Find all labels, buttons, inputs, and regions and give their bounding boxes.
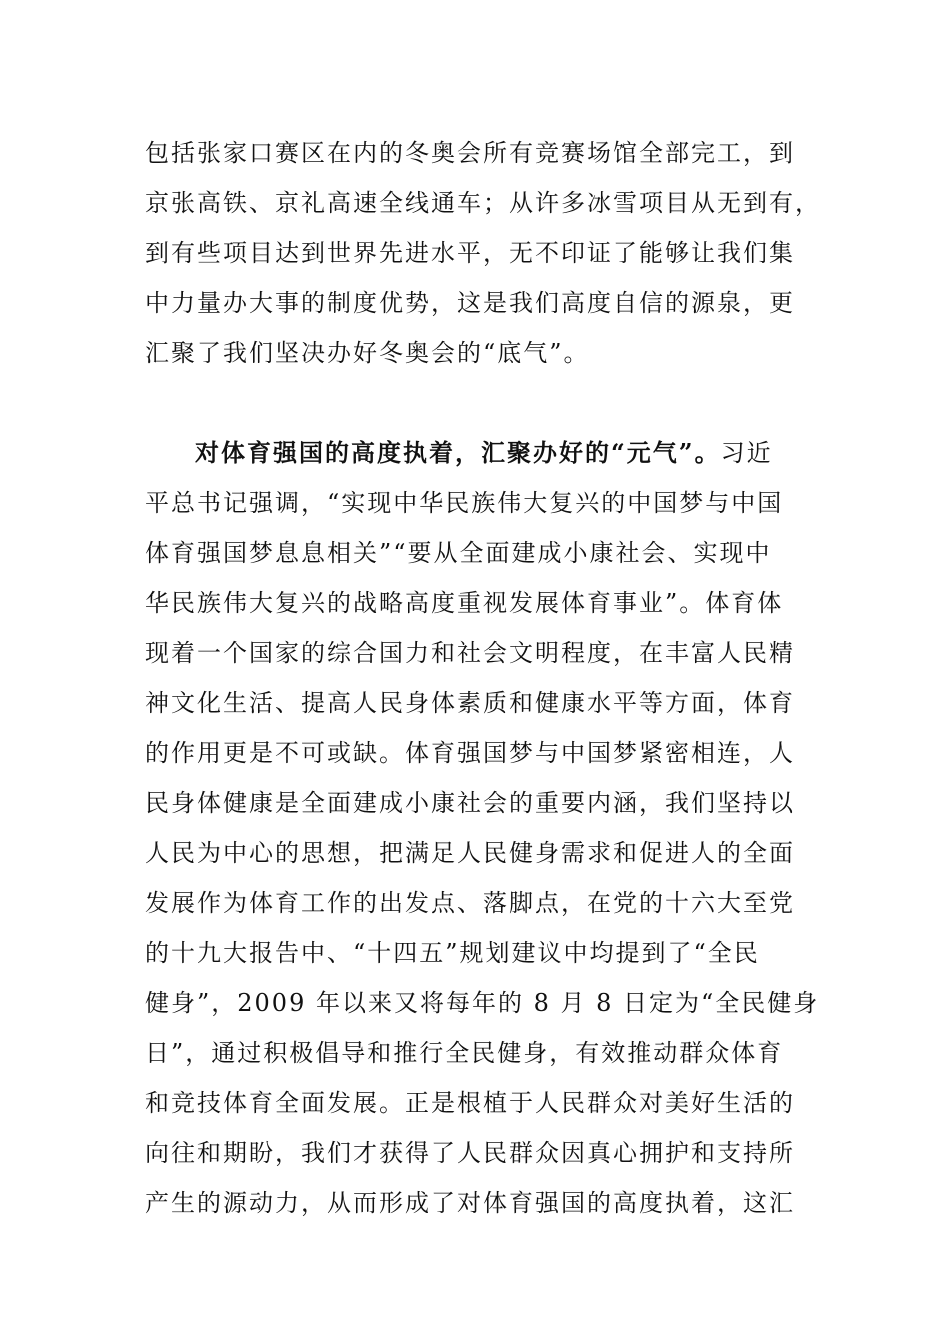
paragraph-2-line: 现着一个国家的综合国力和社会文明程度，在丰富人民精: [145, 639, 795, 667]
paragraph-2-line: 的作用更是不可或缺。体育强国梦与中国梦紧密相连，人: [145, 739, 795, 767]
paragraph-2-line: 日”，通过积极倡导和推行全民健身，有效推动群众体育: [145, 1039, 784, 1067]
paragraph-2-line: 健身”，2009 年以来又将每年的 8 月 8 日定为“全民健身: [145, 989, 820, 1017]
paragraph-2-line: 华民族伟大复兴的战略高度重视发展体育事业”。体育体: [145, 589, 784, 617]
paragraph-2-line: 产生的源动力，从而形成了对体育强国的高度执着，这汇: [145, 1189, 795, 1217]
paragraph-2-line: 民身体健康是全面建成小康社会的重要内涵，我们坚持以: [145, 789, 795, 817]
paragraph-2-line: 体育强国梦息息相关”“要从全面建成小康社会、实现中: [145, 539, 772, 567]
paragraph-1: [145, 128, 821, 378]
paragraph-2: [145, 428, 820, 1228]
paragraph-1-line: 包括张家口赛区在内的冬奥会所有竞赛场馆全部完工，到: [145, 139, 795, 167]
paragraph-2-line: 平总书记强调，“实现中华民族伟大复兴的中国梦与中国: [145, 489, 784, 517]
paragraph-1-line: 到有些项目达到世界先进水平，无不印证了能够让我们集: [145, 239, 795, 267]
paragraph-2-line: 和竞技体育全面发展。正是根植于人民群众对美好生活的: [145, 1089, 795, 1117]
paragraph-2-first-line-rest: 习近: [720, 439, 773, 467]
paragraph-2-line: 发展作为体育工作的出发点、落脚点，在党的十六大至党: [145, 889, 795, 917]
paragraph-2-line: 神文化生活、提高人民身体素质和健康水平等方面，体育: [145, 689, 795, 717]
paragraph-heading: 对体育强国的高度执着，汇聚办好的“元气”。: [195, 438, 721, 467]
paragraph-1-line: 中力量办大事的制度优势，这是我们高度自信的源泉，更: [145, 289, 795, 317]
paragraph-1-line: 京张高铁、京礼高速全线通车；从许多冰雪项目从无到有，: [145, 189, 821, 217]
paragraph-1-line: 汇聚了我们坚决办好冬奥会的“底气”。: [145, 339, 590, 367]
paragraph-2-line: 人民为中心的思想，把满足人民健身需求和促进人的全面: [145, 839, 795, 867]
paragraph-2-line: 的十九大报告中、“十四五”规划建议中均提到了“全民: [145, 939, 760, 967]
paragraph-2-line: 向往和期盼，我们才获得了人民群众因真心拥护和支持所: [145, 1139, 795, 1167]
paragraph-2-first-line: [145, 428, 805, 478]
